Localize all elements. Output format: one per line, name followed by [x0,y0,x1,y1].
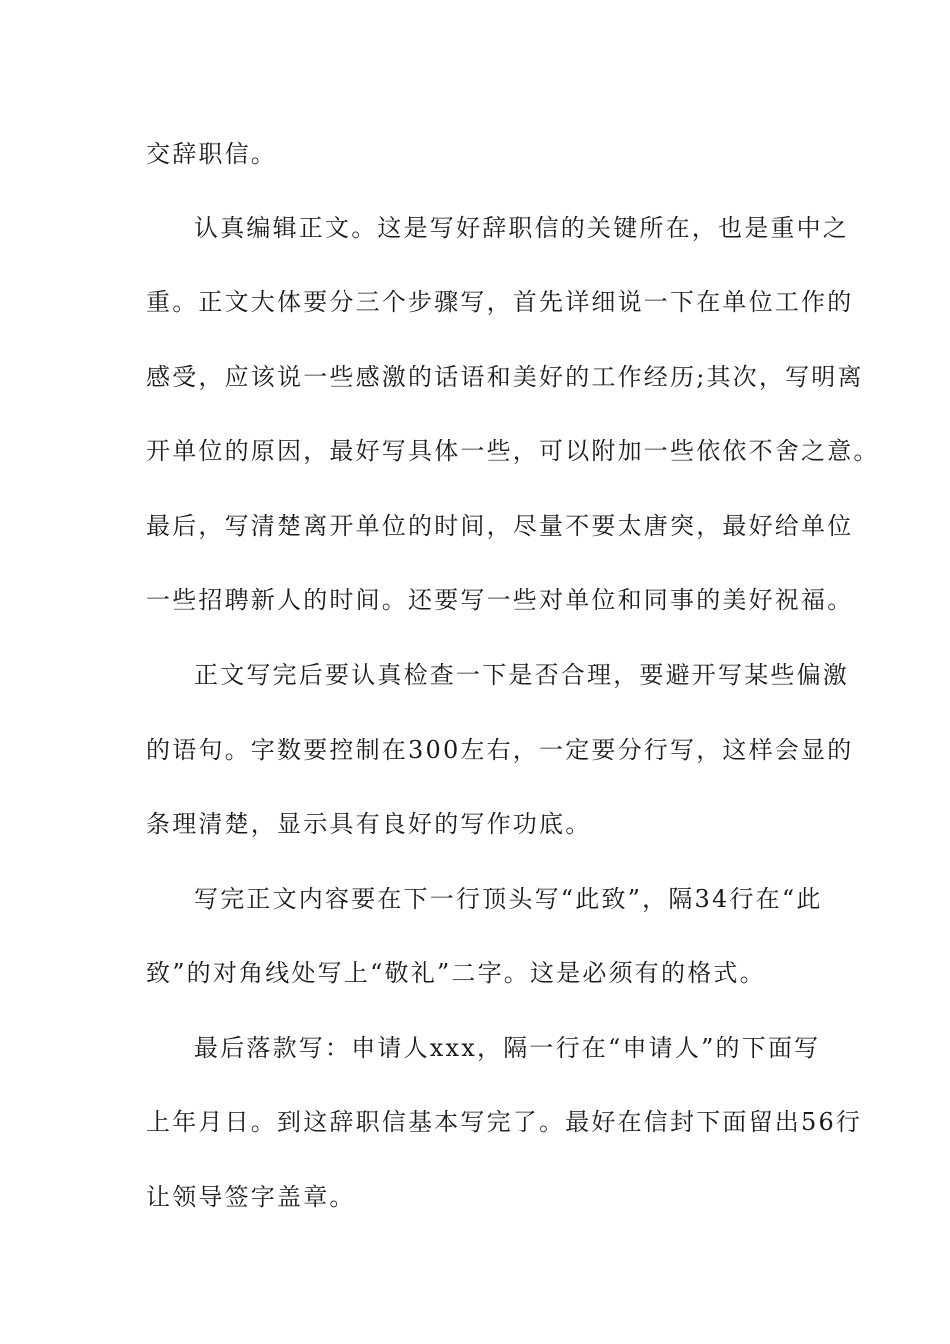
text-line-4: 感受，应该说一些感激的话语和美好的工作经历;其次，写明离 [146,363,864,391]
text-line-8: 正文写完后要认真检查一下是否合理，要避开写某些偏激 [194,661,849,689]
text-line-2: 认真编辑正文。这是写好辞职信的关键所在，也是重中之 [194,214,849,242]
text-line-12: 致”的对角线处写上“敬礼”二字。这是必须有的格式。 [146,959,766,987]
text-line-7: 一些招聘新人的时间。还要写一些对单位和同事的美好祝福。 [146,586,854,614]
text-line-3: 重。正文大体要分三个步骤写，首先详细说一下在单位工作的 [146,288,854,316]
text-line-13: 最后落款写：申请人xxx，隔一行在“申请人”的下面写 [194,1034,821,1062]
text-line-10: 条理清楚，显示具有良好的写作功底。 [146,810,592,838]
text-line-15: 让领导签字盖章。 [146,1183,356,1211]
text-line-14: 上年月日。到这辞职信基本写完了。最好在信封下面留出56行 [146,1108,863,1136]
text-line-11: 写完正文内容要在下一行顶头写“此致”，隔34行在“此 [194,885,823,913]
text-line-1: 交辞职信。 [146,140,277,168]
text-line-9: 的语句。字数要控制在300左右，一定要分行写，这样会显的 [146,736,854,764]
text-line-6: 最后，写清楚离开单位的时间，尽量不要太唐突，最好给单位 [146,512,854,540]
text-line-5: 开单位的原因，最好写具体一些，可以附加一些依依不舍之意。 [146,437,880,465]
